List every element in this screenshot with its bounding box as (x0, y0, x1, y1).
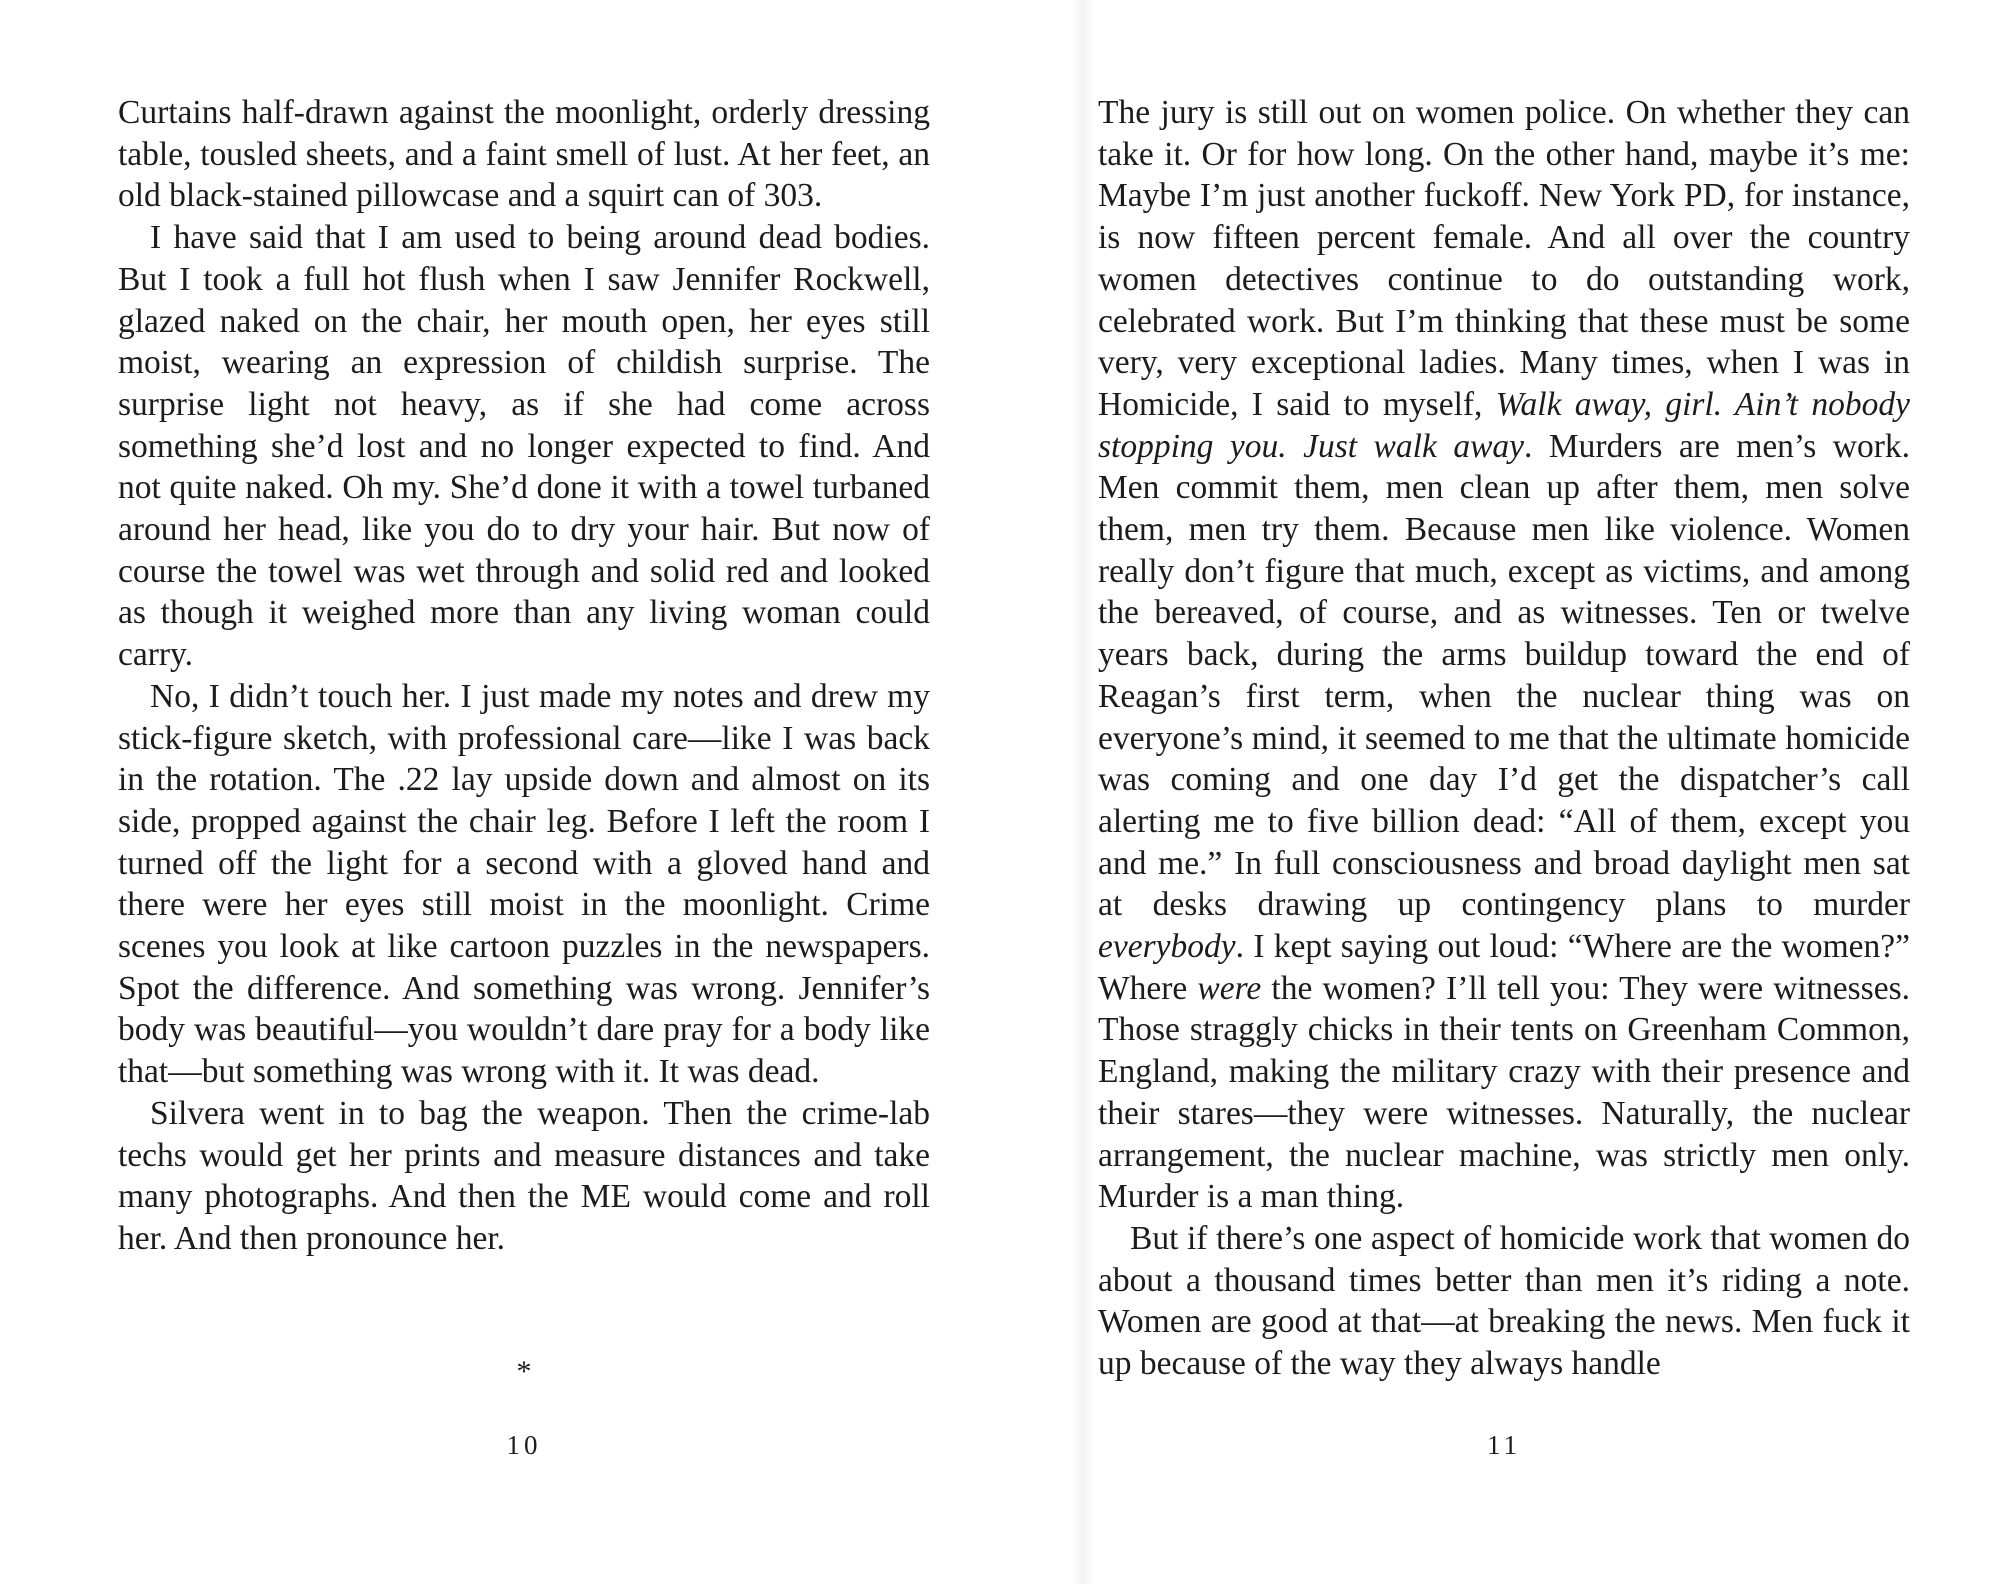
text-run: the women? I’ll tell you: They were witnesses. Those straggly chicks in their tents on Greenham Common, England, making the military crazy with their presence and their stares—they were witnesses. Naturally, the nuclear arrangement, the nuclear machine, was strictly men only. Murder is a man thing. (1098, 969, 1910, 1216)
page-number-right: 11 (1487, 1430, 1521, 1460)
book-gutter (1072, 0, 1094, 1584)
left-page (118, 92, 930, 1388)
left-page-text (118, 92, 930, 1260)
italic-run: everybody (1098, 928, 1236, 966)
paragraph: I have said that I am used to being around dead bodies. But I took a full hot flush when I saw Jennifer Rockwell, glazed naked on the chair, her mouth open, her eyes still moist, wearing an expression of childish surprise. The surprise light not heavy, as if she had come across something she’d lost and no longer expected to find. And not quite naked. Oh my. She’d done it with a towel turbaned around her head, like you do to dry your hair. But now of course the towel was wet through and solid red and looked as though it weighed more than any living woman could carry. (118, 219, 930, 674)
italic-run: were (1197, 969, 1262, 1007)
text-run: . I kept saying out loud: “Where are the women?” Where (1098, 928, 1910, 1007)
paragraph: But if there’s one aspect of homicide work that women do about a thousand times better than men it’s riding a note. Women are good at that—at breaking the news. Men fuck it up because of the way they always handle (1098, 1219, 1910, 1383)
paragraph: No, I didn’t touch her. I just made my notes and drew my stick-figure sketch, with professional care—like I was back in the rotation. The .22 lay upside down and almost on its side, propped against the chair leg. Before I left the room I turned off the light for a second with a gloved hand and there were her eyes still moist in the moonlight. Crime scenes you look at like cartoon puzzles in the newspapers. Spot the difference. And something was wrong. Jennifer’s body was beautiful—you wouldn’t dare pray for a body like that—but something was wrong with it. It was dead. (118, 677, 930, 1091)
paragraph (1098, 92, 1910, 1218)
right-page-text (1098, 92, 1910, 1385)
italic-run: Walk away, girl. Ain’t nobody stopping you. Just walk away (1098, 385, 1910, 465)
page-number-left: 10 (506, 1430, 542, 1460)
text-run: The jury is still out on women police. On whether they can take it. Or for how long. On the other hand, maybe it’s me: Maybe I’m just another fuckoff. New York PD, for instance, is now fifteen percent female. And all over the country women detectives continue to do outstanding work, celebrated work. But I’m thinking that these must be some very, very exceptional ladies. Many times, when I was in Homicide, I said to myself, (1098, 94, 1910, 423)
right-page (1098, 92, 1910, 1385)
paragraph: Curtains half-drawn against the moonlight, orderly dressing table, tousled sheets, and a faint smell of lust. At her feet, an old black-stained pillowcase and a squirt can of 303. (118, 94, 930, 215)
paragraph: Silvera went in to bag the weapon. Then the crime-lab techs would get her prints and measure distances and take many photographs. And then the ME would come and roll her. And then pronounce her. (118, 1094, 930, 1257)
text-run: . Murders are men’s work. Men commit them, men clean up after them, men solve them, men try them. Because men like violence. Women really don’t figure that much, except as victims, and among the bereaved, of course, and as witnesses. Ten or twelve years back, during the arms buildup toward the end of Reagan’s first term, when the nuclear thing was on everyone’s mind, it seemed to me that the ultimate homicide was coming and one day I’d get the dispatcher’s call alerting me to five billion dead: “All of them, except you and me.” In full consciousness and broad daylight men sat at desks drawing up contingency plans to murder (1098, 427, 1910, 924)
section-break-ornament: * (516, 1355, 532, 1388)
